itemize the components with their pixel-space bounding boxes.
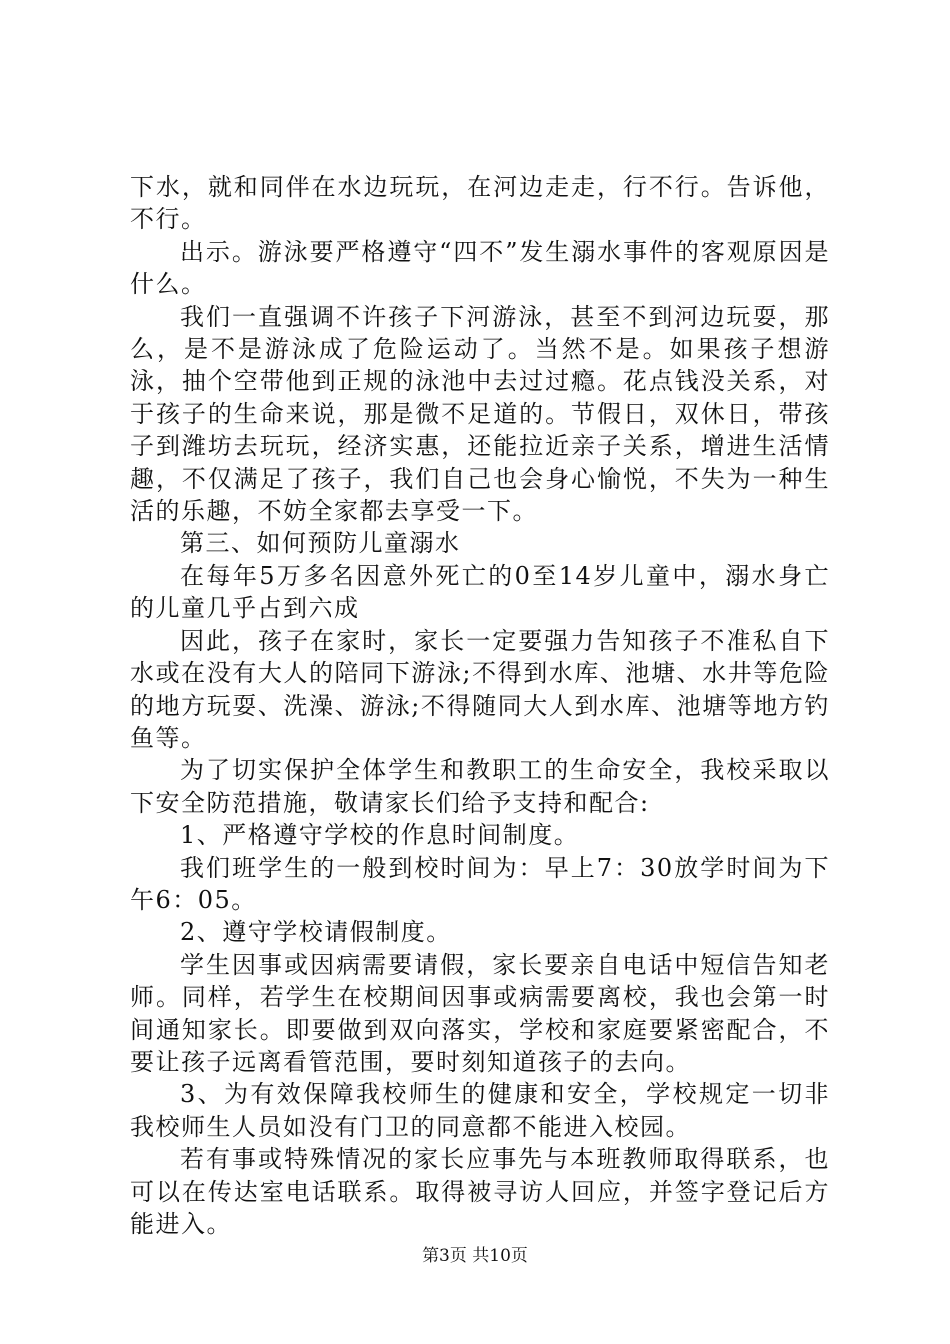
paragraph: 我们班学生的一般到校时间为：早上7：30放学时间为下午6：05。: [130, 853, 830, 914]
paragraph: 学生因事或因病需要请假，家长要亲自电话中短信告知老师。同样，若学生在校期间因事或病需要离校，我也会第一时间通知家长。即要做到双向落实，学校和家庭要紧密配合，不要让孩子远离看管范围，要时刻知道孩子的去向。: [130, 950, 830, 1076]
paragraph: 下水，就和同伴在水边玩玩，在河边走走，行不行。告诉他，不行。: [130, 173, 830, 234]
paragraph: 若有事或特殊情况的家长应事先与本班教师取得联系，也可以在传达室电话联系。取得被寻访人回应，并签字登记后方能进入。: [130, 1145, 830, 1238]
paragraph: 出示。游泳要严格遵守“四不”发生溺水事件的客观原因是什么。: [130, 237, 830, 299]
paragraph: 为了切实保护全体学生和教职工的生命安全，我校采取以下安全防范措施，敬请家长们给予支持和配合:: [130, 756, 830, 817]
paragraph: 因此，孩子在家时，家长一定要强力告知孩子不准私自下水或在没有大人的陪同下游泳;不得到水库、池塘、水井等危险的地方玩耍、洗澡、游泳;不得随同大人到水库、池塘等地方钓鱼等。: [130, 626, 830, 752]
paragraph: 在每年5万多名因意外死亡的0至14岁儿童中，溺水身亡的儿童几乎占到六成: [130, 561, 830, 623]
page-number-footer: 第3页 共10页: [422, 1246, 528, 1266]
paragraph: 我们一直强调不许孩子下河游泳，甚至不到河边玩耍，那么，是不是游泳成了危险运动了。当然不是。如果孩子想游泳，抽个空带他到正规的泳池中去过过瘾。花点钱没关系，对于孩子的生命来说，那是微不足道的。节假日，双休日，带孩子到潍坊去玩玩，经济实惠，还能拉近亲子关系，增进生活情趣，不仅满足了孩子，我们自己也会身心愉悦，不失为一种生活的乐趣，不妨全家都去享受一下。: [130, 302, 830, 526]
list-item-heading: 1、严格遵守学校的作息时间制度。: [180, 821, 580, 850]
document-body: [130, 171, 830, 1240]
list-item-heading: 3、为有效保障我校师生的健康和安全，学校规定一切非我校师生人员如没有门卫的同意都不能进入校园。: [130, 1080, 830, 1141]
list-item-heading: 2、遵守学校请假制度。: [180, 918, 452, 947]
section-heading: 第三、如何预防儿童溺水: [180, 529, 461, 558]
